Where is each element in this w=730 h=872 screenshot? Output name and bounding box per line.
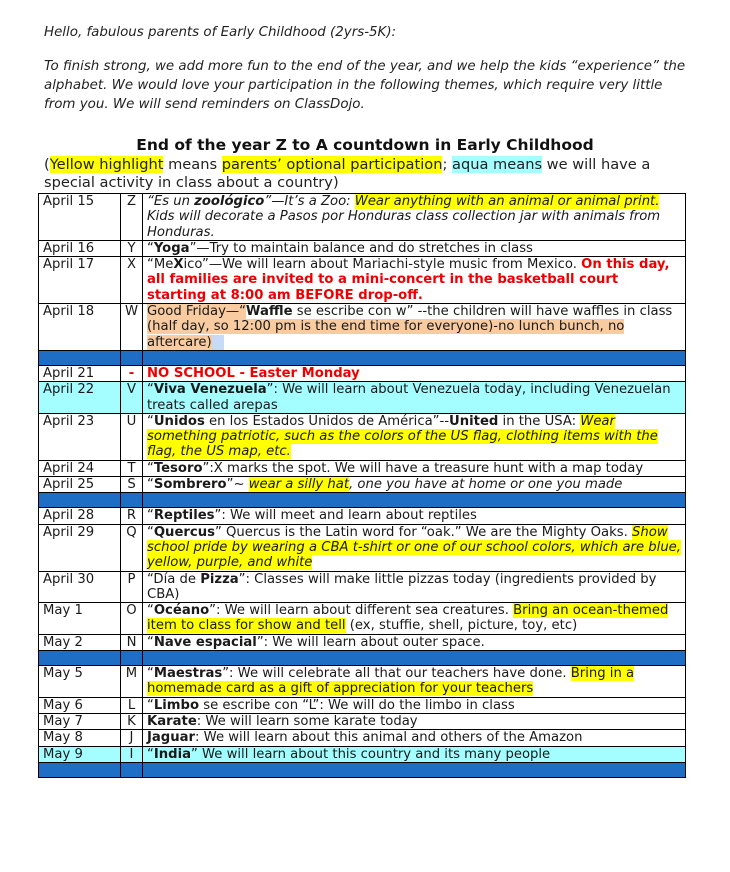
row-date: May 6 — [39, 697, 121, 713]
row-letter: L — [121, 697, 143, 713]
row-letter: N — [121, 634, 143, 650]
row-activity: “Océano”: We will learn about different sea creatures. Bring an ocean-themed item to class for show and tell (ex, stuffie, shell, picture, toy, etc) — [143, 603, 686, 635]
row-activity: “Reptiles”: We will meet and learn about reptiles — [143, 508, 686, 524]
table-row — [39, 571, 686, 603]
legend: (Yellow highlight means parents’ optional participation; aqua means we will have a special activity in class about a country) — [44, 156, 651, 191]
week-separator — [39, 350, 686, 365]
row-date: April 29 — [39, 524, 121, 571]
row-letter: P — [121, 571, 143, 603]
row-date: May 9 — [39, 746, 121, 762]
row-date: April 28 — [39, 508, 121, 524]
table-row — [39, 382, 686, 414]
row-date: May 2 — [39, 634, 121, 650]
row-activity: Good Friday—“Waffle se escribe con w” --the children will have waffles in class (half day, so 12:00 pm is the end time for everyone)-no lunch bunch, no aftercare) — [143, 304, 686, 351]
table-row — [39, 634, 686, 650]
table-row — [39, 240, 686, 256]
intro-paragraph: To finish strong, we add more fun to the end of the year, and we help the kids “experience” the alphabet. We would love your participation in the following themes, which require very little from you. We will send reminders on ClassDojo. — [44, 59, 686, 112]
table-row — [39, 697, 686, 713]
row-activity: Jaguar: We will learn about this animal and others of the Amazon — [143, 730, 686, 746]
row-letter: Y — [121, 240, 143, 256]
row-activity: “Quercus” Quercus is the Latin word for “oak.” We are the Mighty Oaks. Show school pride by wearing a CBA t-shirt or one of our school colors, which are blue, yellow, purple, and white — [143, 524, 686, 571]
table-row — [39, 713, 686, 729]
row-date: April 16 — [39, 240, 121, 256]
row-letter: Q — [121, 524, 143, 571]
table-row — [39, 666, 686, 698]
row-activity: “MeXico”—We will learn about Mariachi-style music from Mexico. On this day, all families are invited to a mini-concert in the basketball court starting at 8:00 am BEFORE drop-off. — [143, 257, 686, 304]
table-row — [39, 460, 686, 476]
row-activity: “Yoga”—Try to maintain balance and do stretches in class — [143, 240, 686, 256]
row-date: May 5 — [39, 666, 121, 698]
row-letter: W — [121, 304, 143, 351]
row-date: April 24 — [39, 460, 121, 476]
row-date: April 22 — [39, 382, 121, 414]
greeting: Hello, fabulous parents of Early Childhood (2yrs-5K): — [44, 25, 397, 40]
table-row — [39, 603, 686, 635]
legend-yellow: Yellow highlight — [49, 156, 164, 173]
table-row — [39, 304, 686, 351]
row-activity: “Unidos en los Estados Unidos de América”--United in the USA: Wear something patriotic, such as the colors of the US flag, clothing items with the flag, the US map, etc. — [143, 413, 686, 460]
table-row — [39, 524, 686, 571]
table-row — [39, 730, 686, 746]
legend-aqua: aqua means — [452, 156, 543, 173]
row-activity: “Viva Venezuela”: We will learn about Venezuela today, including Venezuelan treats called arepas — [143, 382, 686, 414]
row-letter: - — [121, 365, 143, 381]
row-letter: R — [121, 508, 143, 524]
week-separator — [39, 651, 686, 666]
row-letter: J — [121, 730, 143, 746]
row-date: April 23 — [39, 413, 121, 460]
row-letter: S — [121, 477, 143, 493]
table-row — [39, 257, 686, 304]
row-date: April 30 — [39, 571, 121, 603]
row-activity: “Maestras”: We will celebrate all that our teachers have done. Bring in a homemade card as a gift of appreciation for your teachers — [143, 666, 686, 698]
row-letter: T — [121, 460, 143, 476]
table-row — [39, 194, 686, 241]
row-activity: “India” We will learn about this country and its many people — [143, 746, 686, 762]
row-activity: “Nave espacial”: We will learn about outer space. — [143, 634, 686, 650]
row-date: April 18 — [39, 304, 121, 351]
row-letter: O — [121, 603, 143, 635]
table-row — [39, 746, 686, 762]
legend-parents: parents’ optional participation — [221, 156, 443, 173]
week-separator — [39, 493, 686, 508]
countdown-table — [38, 193, 686, 778]
row-date: April 21 — [39, 365, 121, 381]
row-activity: Karate: We will learn some karate today — [143, 713, 686, 729]
row-letter: X — [121, 257, 143, 304]
row-date: May 8 — [39, 730, 121, 746]
row-date: April 17 — [39, 257, 121, 304]
row-letter: Z — [121, 194, 143, 241]
table-row — [39, 508, 686, 524]
row-activity: “Limbo se escribe con “L”: We will do the limbo in class — [143, 697, 686, 713]
row-letter: V — [121, 382, 143, 414]
week-separator — [39, 762, 686, 777]
row-date: April 15 — [39, 194, 121, 241]
row-activity: NO SCHOOL - Easter Monday — [143, 365, 686, 381]
row-activity: “Tesoro”:X marks the spot. We will have a treasure hunt with a map today — [143, 460, 686, 476]
row-letter: M — [121, 666, 143, 698]
table-row — [39, 477, 686, 493]
table-row — [39, 413, 686, 460]
table-row — [39, 365, 686, 381]
row-letter: I — [121, 746, 143, 762]
row-activity: “Día de Pizza”: Classes will make little pizzas today (ingredients provided by CBA) — [143, 571, 686, 603]
row-letter: K — [121, 713, 143, 729]
row-activity: “Sombrero”~ wear a silly hat, one you have at home or one you made — [143, 477, 686, 493]
row-date: May 7 — [39, 713, 121, 729]
document-title: End of the year Z to A countdown in Early Childhood — [136, 136, 594, 154]
row-date: May 1 — [39, 603, 121, 635]
row-activity: “Es un zoológico”—It’s a Zoo: Wear anything with an animal or animal print. Kids will decorate a Pasos por Honduras class collection jar with animals from Honduras. — [143, 194, 686, 241]
row-letter: U — [121, 413, 143, 460]
row-date: April 25 — [39, 477, 121, 493]
